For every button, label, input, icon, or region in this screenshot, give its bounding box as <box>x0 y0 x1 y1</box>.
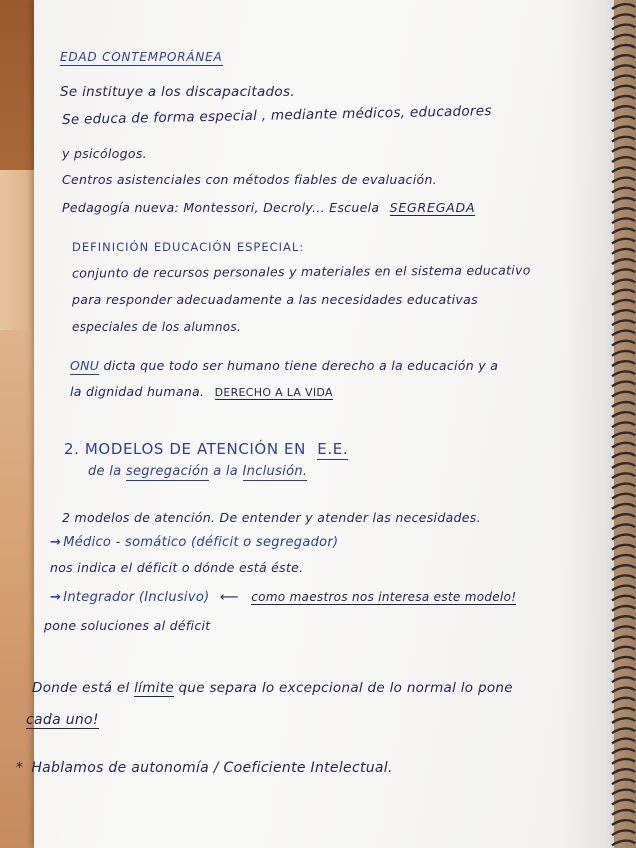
spiral-coil <box>612 402 635 407</box>
limite-line <box>32 680 513 696</box>
spiral-coil <box>612 820 635 825</box>
spiral-coil <box>612 188 635 193</box>
spiral-coil <box>612 463 635 468</box>
spiral-coil <box>612 626 635 631</box>
cada-uno: cada uno! <box>26 712 99 728</box>
spiral-coil <box>612 361 635 366</box>
spiral-coil <box>612 494 635 499</box>
segregacion-word: segregación <box>125 464 209 479</box>
medico-desc: nos indica el déficit o dónde está éste. <box>50 560 304 575</box>
spiral-coil <box>612 341 635 346</box>
integrador-line <box>50 590 516 605</box>
spiral-coil <box>612 412 635 417</box>
note-line: Se educa de forma especial , mediante médicos, educadores <box>61 103 492 128</box>
spiral-coil <box>612 218 635 223</box>
spiral-coil <box>612 810 635 815</box>
spiral-coil <box>612 728 635 733</box>
integrador-note: como maestros nos interesa este modelo! <box>251 590 517 604</box>
spiral-coil <box>612 4 635 9</box>
spiral-coil <box>612 453 635 458</box>
spiral-coil <box>612 269 635 274</box>
spiral-coil <box>612 535 635 540</box>
note-line: Se instituye a los discapacitados. <box>60 84 295 100</box>
spiral-coil <box>612 830 635 835</box>
note-line: y psicólogos. <box>62 146 147 161</box>
spiral-coil <box>612 667 635 672</box>
note-line <box>62 200 475 215</box>
definition-line: conjunto de recursos personales y materiales en el sistema educativo <box>71 262 531 281</box>
spiral-coil <box>612 392 635 397</box>
spiral-coil <box>612 504 635 509</box>
spiral-coil <box>612 657 635 662</box>
onu-word: ONU <box>70 358 100 373</box>
asterisk-icon: * <box>16 760 24 776</box>
limite-rest: que separa lo excepcional de lo normal lo pone <box>178 680 513 696</box>
spiral-coil <box>612 698 635 703</box>
integrador-text: Integrador (Inclusivo) <box>63 590 210 605</box>
spiral-coil <box>612 137 635 142</box>
onu-text: dicta que todo ser humano tiene derecho a la educación y a <box>99 358 499 373</box>
medico-line <box>50 535 338 550</box>
onu-line-2 <box>70 384 333 399</box>
arrow-left-icon: ⟵ <box>219 590 239 605</box>
spiral-coil <box>612 96 635 101</box>
spiral-coil <box>612 178 635 183</box>
inclusion-word: Inclusión. <box>242 464 308 479</box>
spiral-coil <box>612 382 635 387</box>
spiral-coil <box>612 422 635 427</box>
spiral-coil <box>612 545 635 550</box>
spiral-coil <box>612 779 635 784</box>
spiral-coil <box>612 14 635 19</box>
segregada-word: SEGREGADA <box>389 200 476 215</box>
spiral-coil <box>612 647 635 652</box>
spiral-coil <box>612 229 635 234</box>
spiral-coil <box>612 555 635 560</box>
spiral-coil <box>612 127 635 132</box>
spiral-coil <box>612 565 635 570</box>
definition-line: para responder adecuadamente a las necesidades educativas <box>72 292 478 307</box>
spiral-coil <box>612 769 635 774</box>
spiral-coil <box>612 239 635 244</box>
spiral-coil <box>612 65 635 70</box>
spiral-coil <box>612 55 635 60</box>
spiral-coil <box>612 524 635 529</box>
spiral-coil <box>612 616 635 621</box>
notebook-page <box>34 0 614 848</box>
derecho-vida: DERECHO A LA VIDA <box>214 386 333 399</box>
arrow-right-icon: → <box>50 535 62 550</box>
spiral-coil <box>612 35 635 40</box>
spiral-coil <box>612 677 635 682</box>
pedagogia-text: Pedagogía nueva: Montessori, Decroly... Escuela <box>62 200 380 215</box>
spiral-coil <box>612 116 635 121</box>
spiral-coil <box>612 586 635 591</box>
heading-modelos <box>64 440 348 458</box>
ee-word: E.E. <box>317 440 349 458</box>
spiral-coil <box>612 249 635 254</box>
spiral-coil <box>612 331 635 336</box>
spiral-coil <box>612 86 635 91</box>
spiral-coil <box>612 290 635 295</box>
spiral-coil <box>612 708 635 713</box>
limite-word: límite <box>134 680 174 696</box>
spiral-coil <box>612 310 635 315</box>
spiral-coil <box>612 76 635 81</box>
autonomia-text: Hablamos de autonomía / Coeficiente Intelectual. <box>31 760 393 776</box>
spiral-coil <box>612 514 635 519</box>
spiral-coil <box>612 637 635 642</box>
de-la: de la <box>88 464 122 479</box>
spiral-coil <box>612 157 635 162</box>
modelos-line: 2 modelos de atención. De entender y atender las necesidades. <box>62 510 481 525</box>
spiral-coil <box>612 320 635 325</box>
note-line: Centros asistenciales con métodos fiables de evaluación. <box>62 172 437 187</box>
spiral-coil <box>612 45 635 50</box>
spiral-coil <box>612 198 635 203</box>
spiral-coil <box>612 718 635 723</box>
medico-text: Médico - somático (déficit o segregador) <box>63 535 339 550</box>
spiral-coil <box>612 749 635 754</box>
definition-line: especiales de los alumnos. <box>72 320 242 334</box>
spiral-coil <box>612 575 635 580</box>
spiral-coil <box>612 106 635 111</box>
spiral-coil <box>612 25 635 30</box>
spiral-coil <box>612 351 635 356</box>
subheading-segregacion-inclusion <box>88 464 307 479</box>
dignidad-text: la dignidad humana. <box>70 384 205 399</box>
heading-edad-contemporanea: EDAD CONTEMPORÁNEA <box>60 50 223 64</box>
spiral-coil <box>612 259 635 264</box>
spiral-coil <box>612 790 635 795</box>
heading-definicion: DEFINICIÓN EDUCACIÓN ESPECIAL: <box>72 240 305 254</box>
spiral-coil <box>612 371 635 376</box>
spiral-coil <box>612 484 635 489</box>
spiral-coil <box>612 473 635 478</box>
spiral-coil <box>612 147 635 152</box>
limite-prefix: Donde está el <box>32 680 130 696</box>
spiral-coil <box>612 606 635 611</box>
spiral-coil <box>612 208 635 213</box>
spiral-coil <box>612 739 635 744</box>
spiral-coil <box>612 596 635 601</box>
modelos-title: 2. MODELOS DE ATENCIÓN EN <box>64 440 306 458</box>
spiral-coil <box>612 300 635 305</box>
spiral-binding <box>610 0 636 848</box>
spiral-coil <box>612 759 635 764</box>
spiral-coil <box>612 433 635 438</box>
arrow-right-icon: → <box>50 590 62 605</box>
spiral-coil <box>612 688 635 693</box>
a-la: a la <box>213 464 239 479</box>
onu-line <box>70 358 498 373</box>
spiral-coil <box>612 280 635 285</box>
integrador-desc: pone soluciones al déficit <box>44 618 211 633</box>
spiral-coil <box>612 841 635 846</box>
spiral-coil <box>612 443 635 448</box>
autonomia-line <box>16 760 393 776</box>
spiral-coil <box>612 800 635 805</box>
spiral-coil <box>612 167 635 172</box>
